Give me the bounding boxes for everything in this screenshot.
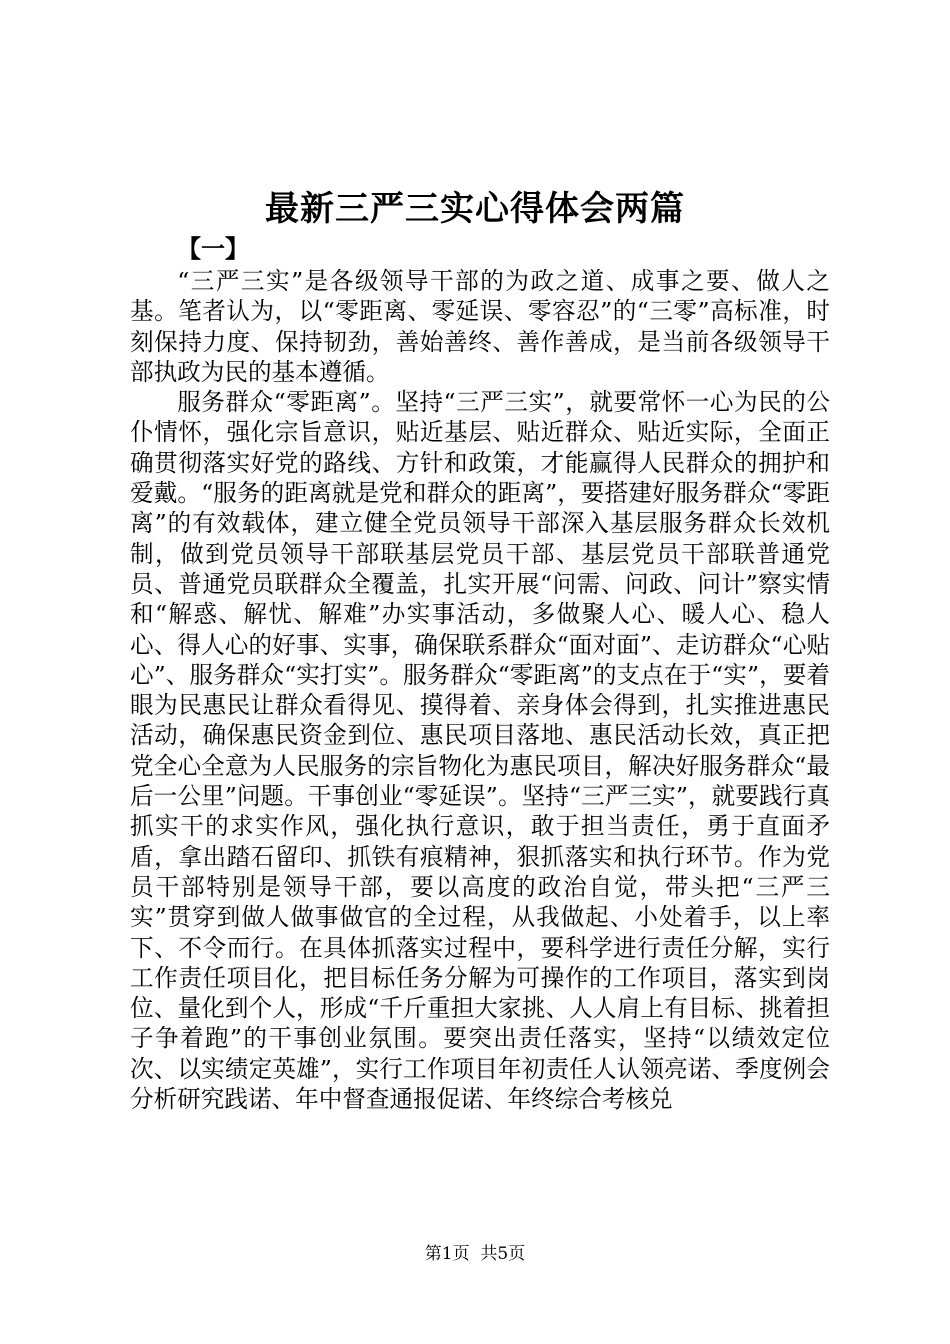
- paragraph-intro: “三严三实”是各级领导干部的为政之道、成事之要、做人之基。笔者认为，以“零距离、零延误、零容忍”的“三零”高标准，时刻保持力度、保持韧劲，善始善终、善作善成，是当前各级领导干部执政为民的基本遵循。: [130, 267, 830, 386]
- document-body: [130, 266, 830, 1114]
- page-footer: 第1页 共5页: [424, 1244, 526, 1264]
- section-heading: 【一】: [177, 234, 249, 263]
- paragraph-service: 服务群众“零距离”。坚持“三严三实”，就要常怀一心为民的公仆情怀，强化宗旨意识，贴近基层、贴近群众、贴近实际，全面正确贯彻落实好党的路线、方针和政策，才能赢得人民群众的拥护和爱戴。“服务的距离就是党和群众的距离”，要搭建好服务群众“零距离”的有效载体，建立健全党员领导干部深入基层服务群众长效机制，做到党员领导干部联基层党员干部、基层党员干部联普通党员、普通党员联群众全覆盖，扎实开展“问需、问政、问计”察实情和“解惑、解忧、解难”办实事活动，多做聚人心、暖人心、稳人心、得人心的好事、实事，确保联系群众“面对面”、走访群众“心贴心”、服务群众“实打实”。服务群众“零距离”的支点在于“实”，要着眼为民惠民让群众看得见、摸得着、亲身体会得到，扎实推进惠民活动，确保惠民资金到位、惠民项目落地、惠民活动长效，真正把党全心全意为人民服务的宗旨物化为惠民项目，解决好服务群众“最后一公里”问题。干事创业“零延误”。坚持“三严三实”，就要践行真抓实干的求实作风，强化执行意识，敢于担当责任，勇于直面矛盾，拿出踏石留印、抓铁有痕精神，狠抓落实和执行环节。作为党员干部特别是领导干部，要以高度的政治自觉，带头把“三严三实”贯穿到做人做事做官的全过程，从我做起、小处着手，以上率下、不令而行。在具体抓落实过程中，要科学进行责任分解，实行工作责任项目化，把目标任务分解为可操作的工作项目，落实到岗位、量化到个人，形成“千斤重担大家挑、人人肩上有目标、挑着担子争着跑”的干事创业氛围。要突出责任落实，坚持“以绩效定位次、以实绩定英雄”，实行工作项目年初责任人认领亮诺、季度例会分析研究践诺、年中督查通报促诺、年终综合考核兑: [130, 388, 830, 1114]
- document-title: 最新三严三实心得体会两篇: [265, 189, 685, 229]
